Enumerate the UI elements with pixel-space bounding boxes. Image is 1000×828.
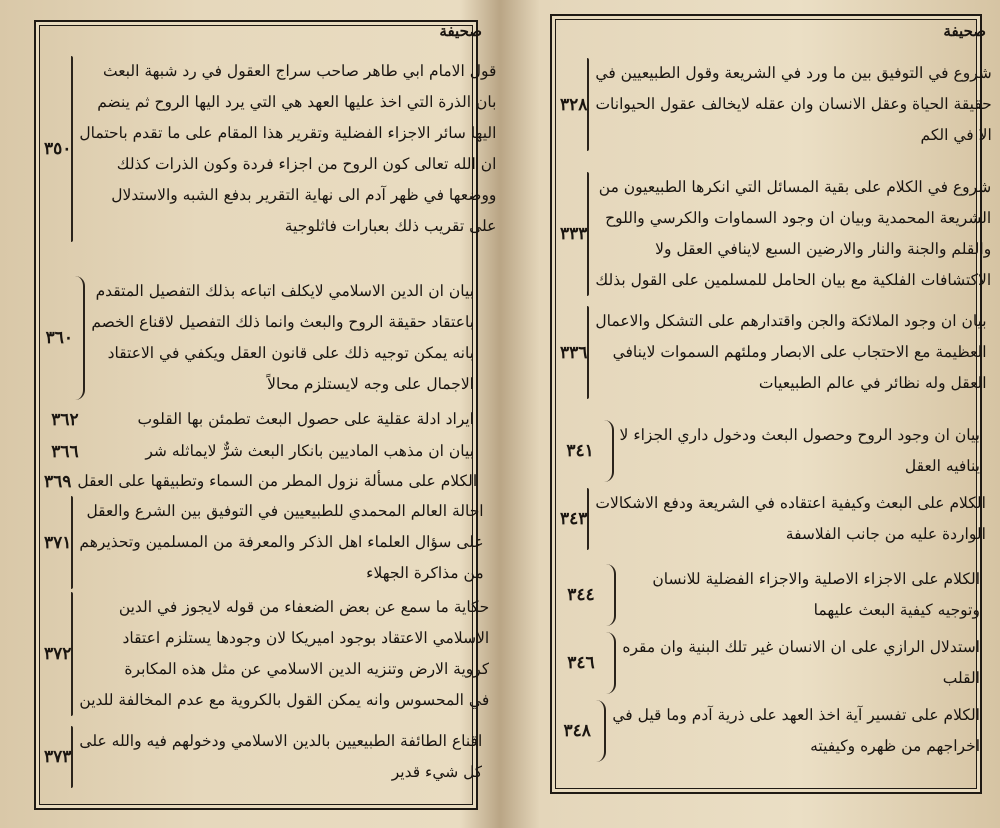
entry-text [79, 496, 483, 589]
entry-line: اليها سائر الاجزاء الفضلية وتقرير هذا المقام على ما تقدم باحتمال [79, 124, 497, 142]
entry-line: الكلام على مسألة نزول المطر من السماء وتطبيقها على العقل [77, 472, 478, 490]
index-entry [44, 592, 490, 716]
entry-text [79, 592, 489, 716]
entry-line: قول الامام ابي طاهر صاحب سراج العقول في رد شبهة البعث [102, 62, 497, 80]
index-entry [560, 172, 992, 296]
page-number: ٣٤١ [566, 441, 594, 461]
index-entry [560, 58, 992, 151]
entry-line: بان الذرة التي اخذ عليها العهد هي التي يرد اليها الروح ثم ينضم [97, 93, 497, 111]
entry-line: بيان ان وجود الملائكة والجن واقتدارهم على التشكل والاعمال [595, 312, 987, 330]
entry-line: بانه يمكن توجيه ذلك على قانون العقل ويكفي في الاعتقاد [107, 344, 474, 362]
entry-line: وتوجيه كيفية البعث عليهما [813, 601, 980, 619]
page-number: ٣٤٦ [567, 653, 595, 673]
entry-text [104, 404, 474, 435]
entry-text [620, 420, 980, 482]
page-number: ٣٣٣ [560, 224, 588, 244]
brace-icon [600, 420, 613, 482]
index-entry [560, 488, 986, 550]
entry-line: باعتقاد حقيقة الروح والبعث وانما ذلك التفصيل لاقناع الخصم [91, 313, 474, 331]
page-number: ٣٢٨ [560, 94, 588, 115]
entry-line: والقلم والجنة والنار والارضين السبع لاينافي العقل ولا [655, 240, 992, 258]
page-number: ٣٧١ [44, 532, 72, 553]
entry-text [79, 56, 496, 242]
entry-text [595, 172, 991, 296]
page-header: صحيفة [439, 22, 482, 40]
entry-line: من مذاكرة الجهلاء [366, 564, 484, 582]
entry-line: الكلام على البعث وكيفية اعتقاده في الشريعة ودفع الاشكالات [595, 494, 986, 512]
brace-icon [587, 172, 589, 296]
index-entry [560, 306, 987, 399]
entry-line: العقل وله نظائر في عالم الطبيعيات [758, 374, 987, 392]
entry-line: ان الله تعالى كون الروح من اجزاء فردة وكون الذرات كذلك [116, 155, 497, 173]
entry-line: الاسلامي الاعتقاد بوجود اميريكا لان وجودها يستلزم اعتقاد [122, 629, 490, 647]
entry-line: بيان ان مذهب الماديين بانكار البعث شرٌّ لايماثله شر [145, 442, 474, 460]
entry-text [79, 726, 482, 788]
brace-icon [75, 276, 86, 400]
index-entry [44, 404, 474, 435]
index-entry [560, 700, 980, 762]
entry-line: اخراجهم من ظهره وكيفيته [810, 737, 980, 755]
entry-line: بيان ان الدين الاسلامي لايكلف اتباعه بذلك التفصيل المتقدم [95, 282, 474, 300]
entry-line: ينافيه العقل [904, 457, 980, 475]
entry-text [595, 58, 991, 151]
brace-icon [587, 488, 589, 550]
index-entry [44, 496, 484, 589]
brace-icon [71, 592, 73, 716]
entry-line: الكلام على الاجزاء الاصلية والاجزاء الفضلية للانسان [652, 570, 980, 588]
page-number: ٣٣٦ [560, 342, 588, 363]
index-entry [560, 632, 980, 694]
entry-line: استدلال الرازي على ان الانسان غير تلك البنية وان مقره [622, 638, 980, 656]
entry-text [622, 564, 980, 626]
entry-line: بيان ان وجود الروح وحصول البعث ودخول داري الجزاء لا [619, 426, 980, 444]
page-number: ٣٥٠ [44, 139, 72, 159]
page-number: ٣٤٨ [563, 721, 591, 741]
entry-text [77, 466, 477, 497]
entry-line: الواردة عليه من جانب الفلاسفة [785, 525, 986, 543]
brace-icon [594, 700, 606, 762]
index-entry [44, 276, 474, 400]
entry-line: الاكتشافات الفلكية مع بيان الحامل للمسلمين على القول بذلك [595, 271, 992, 289]
entry-line: الاجمال على وجه لايستلزم محالاً [267, 375, 474, 393]
page-number: ٣٦٩ [44, 471, 72, 492]
index-entry [560, 564, 980, 626]
entry-text [104, 436, 474, 467]
brace-icon [71, 496, 73, 589]
index-entry [44, 466, 478, 497]
entry-line: على تقريب ذلك بعبارات فاثلوجية [284, 217, 497, 235]
brace-icon [71, 726, 73, 788]
entry-text [622, 632, 980, 694]
entry-text [91, 276, 474, 400]
index-entry [560, 420, 980, 482]
entry-line: شروع في التوفيق بين ما ورد في الشريعة وقول الطبيعيين في [595, 64, 992, 82]
brace-icon [587, 58, 589, 151]
entry-text [612, 700, 980, 762]
entry-text [595, 306, 986, 399]
page-number: ٣٦٦ [51, 441, 79, 462]
entry-line: حكاية ما سمع عن بعض الضعفاء من قوله لايجوز في الدين [118, 598, 490, 616]
page-number: ٣٧٣ [44, 747, 72, 767]
entry-line: الا في الكم [920, 126, 992, 144]
brace-icon [602, 564, 616, 626]
entry-line: كل شيء قدير [391, 763, 483, 781]
entry-text [595, 488, 985, 550]
brace-icon [602, 632, 616, 694]
entry-line: القلب [942, 669, 980, 687]
entry-line: في المحسوس وانه يمكن القول بالكروية مع عدم المخالفة للدين [79, 691, 490, 709]
page-number: ٣٤٤ [567, 585, 595, 605]
entry-line: ووضعها في ظهر آدم الى نهاية التقرير بدفع الشبه والاستدلال [111, 186, 497, 204]
entry-line: على سؤال العلماء اهل الذكر والمعرفة من المسلمين وتحذيرهم [79, 533, 484, 551]
entry-line: شروع في الكلام على بقية المسائل التي انكرها الطبيعيون من [598, 178, 992, 196]
brace-icon [86, 404, 98, 435]
index-entry [44, 56, 497, 242]
entry-line: العظيمة مع الاحتجاب على الابصار وملئهم السموات لاينافي [612, 343, 987, 361]
brace-icon [71, 56, 73, 242]
index-entry [44, 436, 474, 467]
entry-line: الشريعة المحمدية وبيان ان وجود السماوات والكرسي واللوح [605, 209, 992, 227]
page-number: ٣٦٠ [45, 328, 73, 348]
brace-icon [86, 436, 98, 467]
entry-line: كروية الارض وتنزيه الدين الاسلامي عن مثل هذه المكابرة [124, 660, 490, 678]
entry-line: ايراد ادلة عقلية على حصول البعث تطمئن بها القلوب [137, 410, 474, 428]
right-page [520, 0, 1000, 828]
entry-line: اقناع الطائفة الطبيعيين بالدين الاسلامي ودخولهم فيه والله على [79, 732, 483, 750]
page-number: ٣٦٢ [51, 409, 79, 430]
entry-line: حقيقة الحياة وعقل الانسان وان عقله لايخالف عقول الحيوانات [595, 95, 992, 113]
page-header: صحيفة [943, 22, 986, 40]
brace-icon [587, 306, 589, 399]
index-entry [44, 726, 483, 788]
entry-line: الكلام على تفسير آية اخذ العهد على ذرية آدم وما قيل في [612, 706, 980, 724]
page-number: ٣٤٣ [560, 509, 588, 529]
entry-line: احالة العالم المحمدي للطبيعيين في التوفيق بين الشرع والعقل [86, 502, 484, 520]
page-number: ٣٧٢ [44, 644, 72, 664]
